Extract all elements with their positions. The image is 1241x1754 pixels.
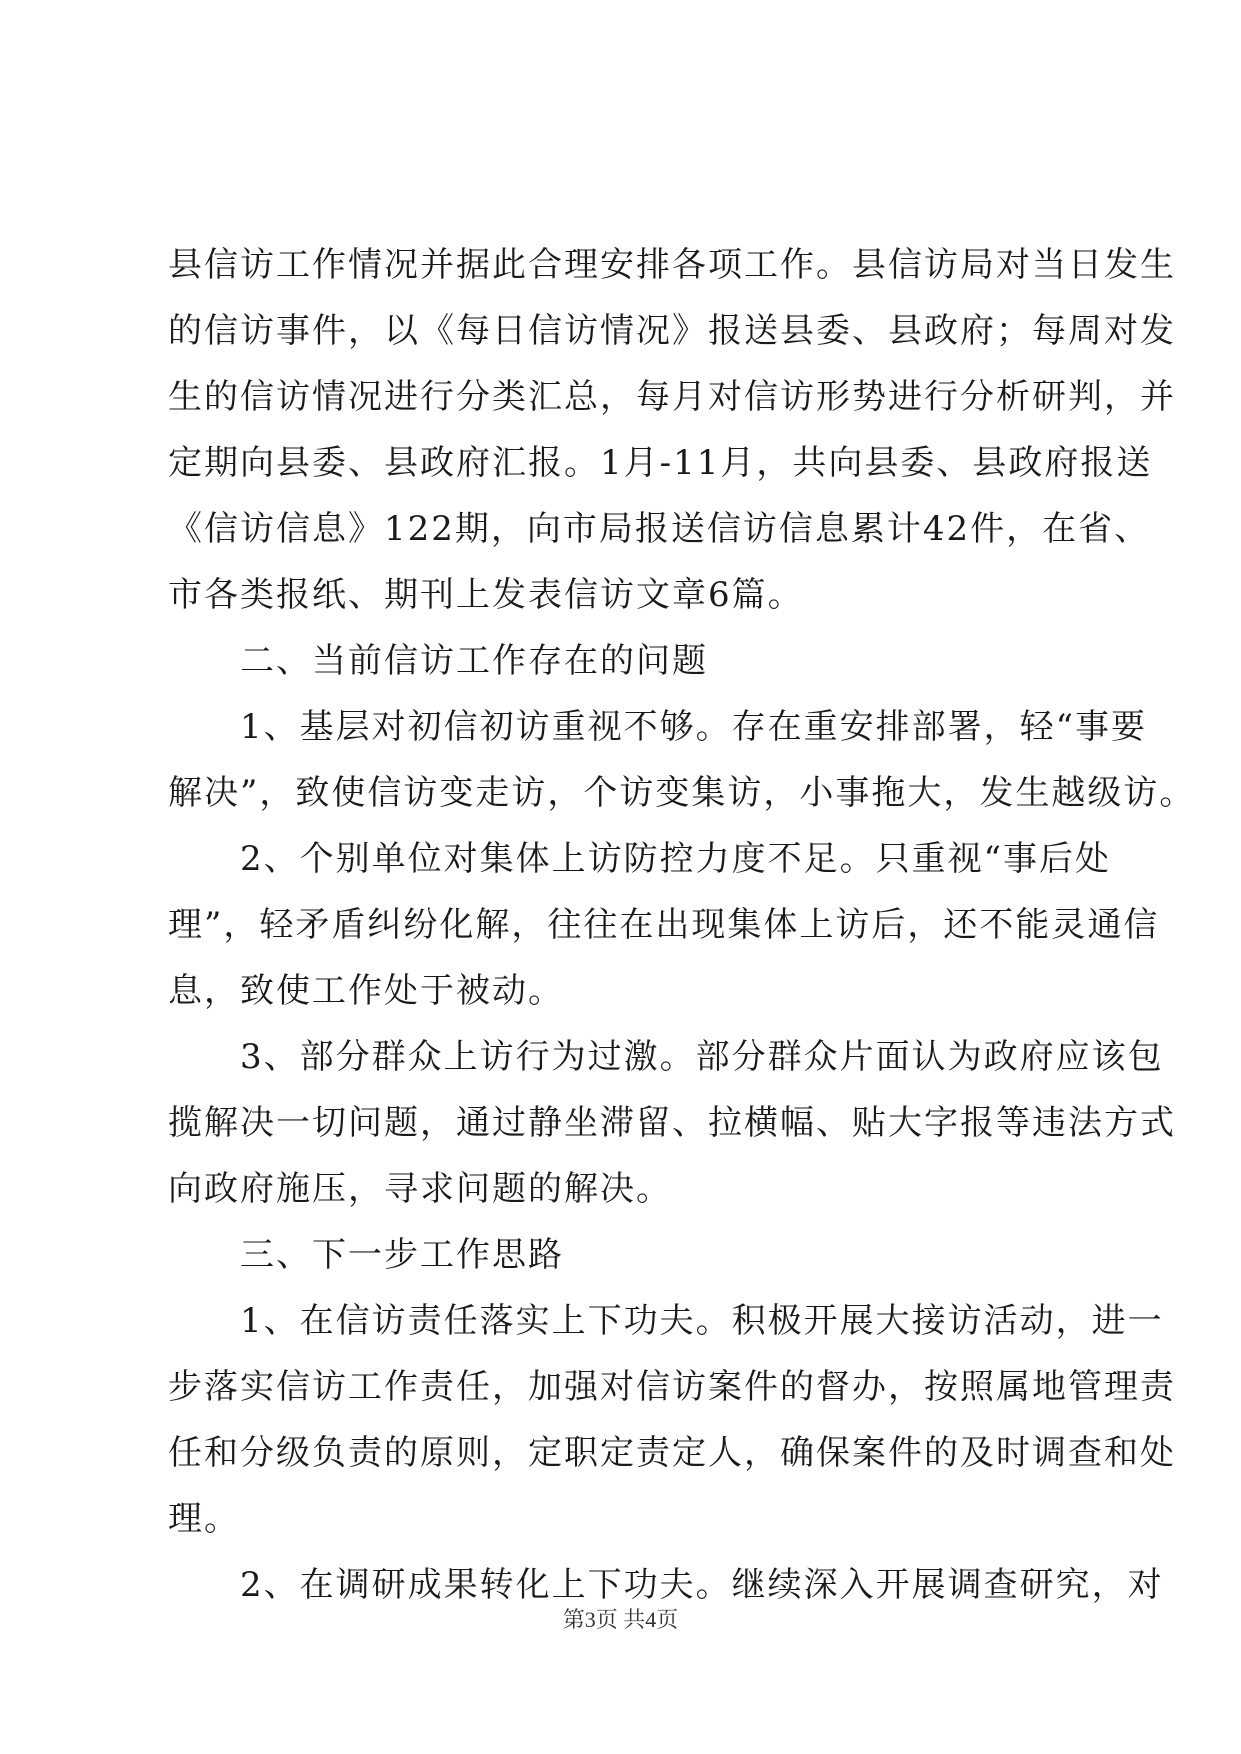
text-line: 县信访工作情况并据此合理安排各项工作。县信访局对当日发生 [168,245,1176,285]
text-line: 步落实信访工作责任，加强对信访案件的督办，按照属地管理责 [168,1367,1176,1407]
section-heading: 三、下一步工作思路 [168,1235,564,1275]
text-line: 1、基层对初信初访重视不够。存在重安排部署，轻“事要 [168,707,1148,747]
page-footer: 第3页 共4页 [562,1607,679,1632]
text-line: 《信访信息》122期，向市局报送信访信息累计42件，在省、 [168,509,1151,549]
text-line: 2、个别单位对集体上访防控力度不足。只重视“事后处 [168,839,1112,879]
text-line: 的信访事件，以《每日信访情况》报送县委、县政府；每周对发 [168,311,1176,351]
body-text [168,232,1196,1618]
text-line: 市各类报纸、期刊上发表信访文章6篇。 [168,575,804,615]
text-line: 1、在信访责任落实上下功夫。积极开展大接访活动，进一 [168,1301,1164,1341]
text-line: 息，致使工作处于被动。 [168,971,564,1011]
text-line: 任和分级负责的原则，定职定责定人，确保案件的及时调查和处 [168,1433,1176,1473]
text-line: 揽解决一切问题，通过静坐滞留、拉横幅、贴大字报等违法方式 [168,1103,1176,1143]
text-line: 理”，轻矛盾纠纷化解，往往在出现集体上访后，还不能灵通信 [168,905,1160,945]
text-line: 定期向县委、县政府汇报。1月-11月，共向县委、县政府报送 [168,443,1153,483]
text-line: 解决”，致使信访变走访，个访变集访，小事拖大，发生越级访。 [168,773,1196,813]
text-line: 2、在调研成果转化上下功夫。继续深入开展调查研究，对 [168,1565,1164,1605]
section-heading: 二、当前信访工作存在的问题 [168,641,708,681]
text-line: 向政府施压，寻求问题的解决。 [168,1169,672,1209]
text-line: 生的信访情况进行分类汇总，每月对信访形势进行分析研判，并 [168,377,1176,417]
text-line: 理。 [168,1499,240,1539]
text-line: 3、部分群众上访行为过激。部分群众片面认为政府应该包 [168,1037,1164,1077]
